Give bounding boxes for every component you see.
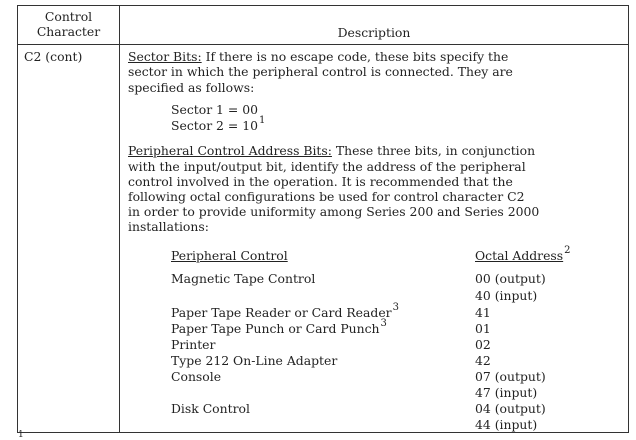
pca-bits-line1 bbox=[128, 143, 535, 158]
table-row-7-address: 47 (input) bbox=[475, 385, 538, 400]
table-row-3-address: 01 bbox=[475, 321, 491, 336]
sector-bits-text1: If there is no escape code, these bits specify the bbox=[201, 49, 509, 64]
table-row-2-footnote: 3 bbox=[392, 302, 399, 313]
table-right-border bbox=[628, 5, 629, 433]
table-top-border bbox=[17, 5, 629, 6]
pca-bits-title: Peripheral Control Address Bits: bbox=[128, 143, 332, 158]
table-row-9-address: 44 (input) bbox=[475, 417, 538, 432]
table-row-1-address: 40 (input) bbox=[475, 288, 538, 303]
table-row-3-footnote: 3 bbox=[380, 318, 387, 329]
header-control-character bbox=[18, 9, 119, 39]
table-row-5-control: Type 212 On-Line Adapter bbox=[171, 353, 338, 368]
col-octal-address-label: Octal Address bbox=[475, 248, 564, 263]
sector-1-value: Sector 1 = 00 bbox=[171, 102, 258, 117]
sector-bits-line2: sector in which the peripheral control is connected. They are bbox=[128, 64, 513, 79]
table-row-4-address: 02 bbox=[475, 337, 491, 352]
sector-bits-title: Sector Bits: bbox=[128, 49, 202, 64]
sector-2-value bbox=[171, 115, 266, 135]
table-row-2-control bbox=[171, 302, 399, 322]
pca-bits-line4: following octal configurations be used for control character C2 bbox=[128, 189, 525, 204]
table-row-8-control: Disk Control bbox=[171, 401, 250, 416]
table-row-2-address: 41 bbox=[475, 305, 491, 320]
control-character-cell: C2 (cont) bbox=[24, 49, 83, 64]
table-row-8-address: 04 (output) bbox=[475, 401, 546, 416]
table-row-6-address: 07 (output) bbox=[475, 369, 546, 384]
footnote-mark: 1 bbox=[18, 430, 24, 440]
pca-bits-text1: These three bits, in conjunction bbox=[331, 143, 536, 158]
header-description: Description bbox=[337, 25, 411, 40]
header-control-line1: Control bbox=[44, 9, 93, 24]
sector-2-text: Sector 2 = 10 bbox=[171, 118, 258, 133]
table-row-3-control bbox=[171, 318, 387, 338]
table-row-6-control: Console bbox=[171, 369, 222, 384]
pca-bits-line6: installations: bbox=[128, 219, 209, 234]
col-octal-address-footnote: 2 bbox=[564, 245, 571, 256]
table-left-border bbox=[17, 5, 18, 433]
table-row-3-control-text: Paper Tape Punch or Card Punch bbox=[171, 321, 380, 336]
table-row-4-control: Printer bbox=[171, 337, 216, 352]
sector-2-footnote: 1 bbox=[258, 115, 266, 126]
table-row-2-control-text: Paper Tape Reader or Card Reader bbox=[171, 305, 392, 320]
col-peripheral-control: Peripheral Control bbox=[171, 248, 288, 263]
pca-bits-line5: in order to provide uniformity among Series 200 and Series 2000 bbox=[128, 204, 540, 219]
pca-bits-line2: with the input/output bit, identify the address of the peripheral bbox=[128, 159, 526, 174]
header-control-line2: Character bbox=[36, 24, 101, 39]
table-bottom-border bbox=[17, 432, 629, 433]
col-octal-address bbox=[475, 245, 571, 265]
table-row-0-address: 00 (output) bbox=[475, 271, 546, 286]
table-row-0-control: Magnetic Tape Control bbox=[171, 271, 316, 286]
column-divider bbox=[119, 5, 120, 433]
sector-bits-line3: specified as follows: bbox=[128, 80, 255, 95]
table-row-5-address: 42 bbox=[475, 353, 491, 368]
sector-bits-line1 bbox=[128, 49, 508, 64]
header-bottom-border bbox=[17, 44, 629, 45]
pca-bits-line3: control involved in the operation. It is recommended that the bbox=[128, 174, 513, 189]
